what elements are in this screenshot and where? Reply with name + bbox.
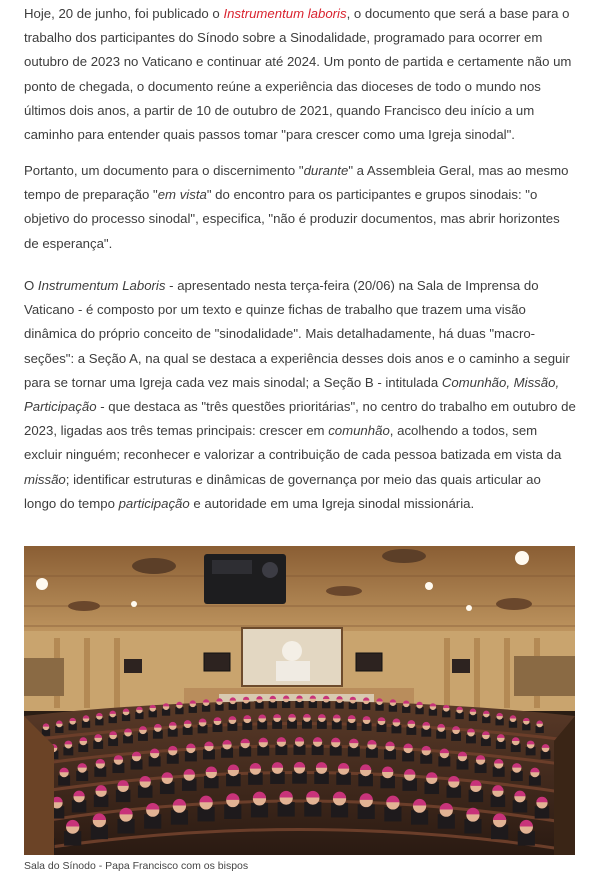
paragraph-2	[24, 159, 576, 256]
paragraph-text: ; identificar estruturas e dinâmicas de governança por meio das quais articular ao longo do tempo	[24, 471, 541, 511]
paragraph-text: , acolhendo a todos, sem excluir ninguém; reconhecer e valorizar a contribuição de cada pessoa batizada em vista da	[24, 423, 562, 463]
emphasis-text: comunhão	[328, 423, 390, 439]
emphasis-text: durante	[303, 163, 349, 178]
paragraph-text: - que destaca as "três questões prioritárias", no centro do trabalho em outubro de 2023, ligadas aos três temas principais: crescer em	[24, 399, 576, 439]
synod-hall-illustration	[24, 546, 575, 855]
paragraph-text: - apresentado nesta terça-feira (20/06) na Sala de Imprensa do Vaticano - é composto por um texto e quinze fichas de trabalho que trazem uma visão dinâmica do próprio conceito de "sinodalidade". Mais detalhadamente, há duas "macro-seções": a Seção A, na qual se destaca a experiência desses dois anos e o caminho a seguir para se tornar uma Igreja cada vez mais sinodal; a Seção B - intitulada	[24, 278, 570, 390]
paragraph-text: e autoridade em uma Igreja sinodal missionária.	[189, 495, 475, 511]
emphasis-text: Comunhão, Missão, Participação	[24, 374, 560, 415]
emphasis-text: em vista	[157, 187, 207, 203]
emphasis-text: Instrumentum Laboris	[37, 278, 166, 293]
paragraph-1	[24, 2, 576, 147]
paragraph-text: Hoje, 20 de junho, foi publicado o	[24, 6, 224, 21]
instrumentum-laboris-link[interactable]: Instrumentum laboris	[223, 6, 347, 21]
paragraph-text: Portanto, um documento para o discernimento "	[24, 163, 304, 178]
photo-caption: Sala do Sínodo - Papa Francisco com os bispos	[24, 860, 249, 872]
paragraph-text: " a Assembleia Geral, mas ao mesmo tempo de preparação "	[24, 163, 569, 203]
paragraph-text: , o documento que será a base para o trabalho dos participantes do Sínodo sobre a Sinodalidade, programado para ocorrer em outubro de 2023 no Vaticano e continuar até 2024. Um ponto de partida e certamente não um ponto de chegada, o documento reúne a experiência das dioceses de todo o mundo nos últimos dois anos, a partir de 10 de outubro de 2021, quando Francisco deu início a um caminho para entender quais passos tomar "para crescer como uma Igreja sinodal".	[24, 6, 572, 143]
paragraph-3	[24, 274, 576, 516]
emphasis-text: participação	[118, 495, 190, 511]
paragraph-text: " do encontro para os participantes e grupos sinodais: "o objetivo do processo sinodal", especifica, "não é produzir documentos, mas abrir horizontes de esperança".	[24, 187, 560, 251]
paragraph-text: O	[24, 278, 38, 293]
synod-hall-photo	[24, 546, 575, 855]
emphasis-text: missão	[24, 471, 66, 487]
